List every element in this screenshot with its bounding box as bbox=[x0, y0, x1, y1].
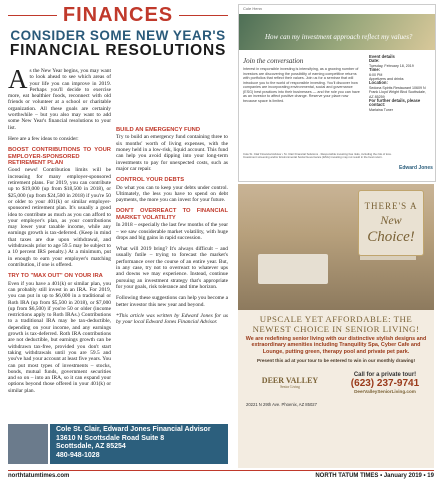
event-time: 6:00 PM bbox=[369, 72, 383, 77]
deer-valley-address: 20221 N 29th Ave. Phoenix, AZ 85027 bbox=[246, 402, 317, 407]
call-website: DeerValleySeniorLiving.com bbox=[354, 389, 416, 394]
subheading: CONTROL YOUR DEBTS bbox=[116, 177, 185, 184]
intro-text: s the New Year begins, you may want to look ahead to see which areas of your life you can improve in 2019. Perhaps you'll decide to exercise more, eat healthier foods, reconnect with old friends or volunteer at a school or charitable organization. All these goals are certainly worthwhile – but you also may want to add some New Year's financial resolutions to your list. bbox=[8, 68, 111, 131]
paragraph: Good news! Contribution limits will be increasing for many employer-sponsored retirement plans. For 2019, you can contribute up to $19,000 (up from $18,500 in 2018), or $25,000 (up from $24,500 in 2018) if you're 50 or older to your 401(k) or similar employer-sponsored retirement plan. It's usually a good idea to contribute as much as you can afford to your employer's plan, as your contributions may lower your taxable income, while any earnings growth is tax-deferred. (Keep in mind that taxes are due upon withdrawal, and withdrawals prior to age 59.5 may be subject to a 10 percent IRS penalty.) At a minimum, put in enough to earn your employer's matching contribution, if one is offered. bbox=[8, 167, 111, 268]
ad-headline: UPSCALE YET AFFORDABLE: THE NEWEST CHOICE IN SENIOR LIVING! bbox=[252, 314, 420, 334]
dropcap: A bbox=[8, 64, 28, 94]
divider bbox=[8, 15, 57, 16]
badge-line3: Choice! bbox=[367, 229, 415, 245]
ad-drawing-note: Present this ad at your tour to be entered to win in our monthly drawing! bbox=[257, 358, 415, 363]
contact-name: Marlaina Tuner bbox=[369, 107, 393, 112]
advisor-phone: 480-948-1028 bbox=[56, 451, 100, 459]
edward-jones-logo: Edward Jones bbox=[399, 165, 433, 171]
subheading: TRY TO "MAX OUT" ON YOUR IRA bbox=[8, 273, 103, 280]
subheading: BUILD AN EMERGENCY FUND bbox=[116, 127, 201, 133]
advisor-photo bbox=[8, 424, 48, 464]
paragraph: Even if you have a 401(k) or similar plan, you can probably still invest in an IRA. For 2019, you can put in up to $6,000 in a traditional or Roth IRA (up from $5,500 in 2018), or $7,000 (up from $6,500) if you're 50 or older (income restrictions apply to Roth IRAs.) Contributions to a traditional IRA may be tax-deductible, depending on your income, and any earnings growth is tax-deferred. Roth IRA contributions are not deductible, but earnings growth can be withdrawn tax-free, provided you don't start taking withdrawals until you are 59.5 and you've had your account at least five years. You can put most types of investments – stocks, bonds, mutual funds, government securities and so on – into an IRA, so it can expand your options beyond those offered in your 401(k) or similar plan. bbox=[8, 280, 111, 394]
new-choice-badge bbox=[358, 190, 424, 256]
article-column-1 bbox=[8, 64, 111, 399]
ad-body: Interest in responsible investing is intensifying, as a growing number of investors are discovering the possibility of earning competitive returns with portfolios that reflect their values. Join us for a seminar that will introduce you to the world of responsible investing. You'll discover how companies are incorporating environmental, social and governance (ESG) best practices into their businesses — and the role you can have as an investor to affect positive change. Reserve your place now because space is limited. bbox=[243, 67, 360, 103]
footer-folio: NORTH TATUM TIMES • January 2019 • 19 bbox=[315, 473, 434, 479]
call-phone: (623) 237-9741 bbox=[350, 378, 420, 389]
deer-valley-ad bbox=[238, 184, 434, 468]
ad-join-heading: Join the conversation bbox=[243, 57, 304, 65]
ad-tag: Cole Henn bbox=[243, 6, 262, 11]
intro-paragraph bbox=[8, 64, 111, 131]
section-title: FINANCES bbox=[62, 4, 174, 26]
badge-line1: THERE'S A bbox=[364, 201, 418, 211]
advisor-address: 13610 N Scottsdale Road Suite 8 bbox=[56, 434, 165, 442]
advisor-city: Scottsdale, AZ 85254 bbox=[56, 443, 126, 451]
ad-question: How can my investment approach reflect my values? bbox=[265, 33, 413, 41]
event-date: Tuesday, February 18, 2019 bbox=[369, 63, 414, 68]
date-label: Date: bbox=[369, 58, 380, 64]
paragraph: Here are a few ideas to consider: bbox=[8, 135, 79, 142]
call-label: Call for a private tour! bbox=[353, 372, 417, 378]
location-label: Location: bbox=[369, 80, 388, 86]
fine-print: Cole St. Clair Financial Advisor • St. Clair Financial Solutions · Responsible investing has risks, including the risk of loss. Investment screening and/or Environmental Social Governance (ESG) investing may not result in the best return. bbox=[243, 152, 392, 160]
article-column-2 bbox=[116, 2, 228, 330]
paragraph: Following these suggestions can help you become a better investor this new year and beyond. bbox=[116, 295, 228, 308]
logo-name: DEER VALLEY bbox=[261, 376, 319, 385]
subheading: DON'T OVERREACT TO FINANCIAL MARKET VOLATILITY bbox=[116, 208, 228, 221]
event-heading: Event details bbox=[369, 54, 395, 59]
footer-website: northtatumtimes.com bbox=[8, 473, 70, 479]
paragraph: In 2018 – especially the last few months of the year – we saw considerable market volatility, with huge drops and big gains in rapid succession. bbox=[116, 222, 228, 241]
event-details bbox=[369, 55, 429, 112]
headline-line1: CONSIDER SOME NEW YEAR'S bbox=[10, 28, 226, 43]
time-label: Time: bbox=[369, 67, 381, 73]
call-box bbox=[340, 372, 430, 394]
ad-subheadline: We are redefining senior living with our distinctive stylish designs and extraordinary amenities including Tranquility Spa, Cyber Cafe and Lounge, putting green, therapy pool and private pet park. bbox=[245, 336, 427, 355]
advisor-box bbox=[50, 424, 228, 464]
advisor-name: Cole St. Clair, Edward Jones Financial Advisor bbox=[56, 426, 211, 433]
paragraph: Try to build an emergency fund containing three to six months' worth of living expenses, with the money held in a low-risk, liquid account. This fund can help you avoid dipping into your long-term investments to pay for unexpected costs, such as major car repair. bbox=[116, 134, 228, 172]
page-footer bbox=[8, 470, 434, 479]
event-location: Sedona Spirits Restaurant 10609 N Frank Lloyd Wright Blvd Scottsdale, AZ 85259 bbox=[369, 85, 426, 99]
event-time-note: Appetizers and drinks bbox=[369, 77, 404, 82]
ad-banner-image bbox=[239, 14, 435, 50]
edward-jones-ad bbox=[238, 4, 436, 182]
badge-line2: New bbox=[380, 213, 402, 227]
footnote: *This article was written by Edward Jones for us by your local Edward Jones Financial Advisor. bbox=[116, 312, 228, 326]
furniture-shape bbox=[258, 254, 328, 284]
paragraph: What will 2019 bring? It's always difficult – and usually futile – trying to forecast the market's performance over the course of an entire year. But, in any case, try not to overreact to whatever ups and downs we may experience. Instead, continue pursuing an investment strategy that's appropriate for your goals, risk tolerance and time horizon. bbox=[116, 246, 228, 290]
logo-tagline: Senior Living bbox=[280, 385, 300, 389]
info-label: For further details, please contact: bbox=[369, 98, 421, 108]
headline-line2: FINANCIAL RESOLUTIONS bbox=[9, 42, 227, 59]
paragraph: Do what you can to keep your debts under control. Ultimately, the less you have to spend on debt payments, the more you can invest for your future. bbox=[116, 184, 228, 204]
deer-valley-logo bbox=[246, 376, 334, 389]
subheading: BOOST CONTRIBUTIONS TO YOUR EMPLOYER-SPONSORED RETIREMENT PLAN bbox=[8, 147, 111, 167]
